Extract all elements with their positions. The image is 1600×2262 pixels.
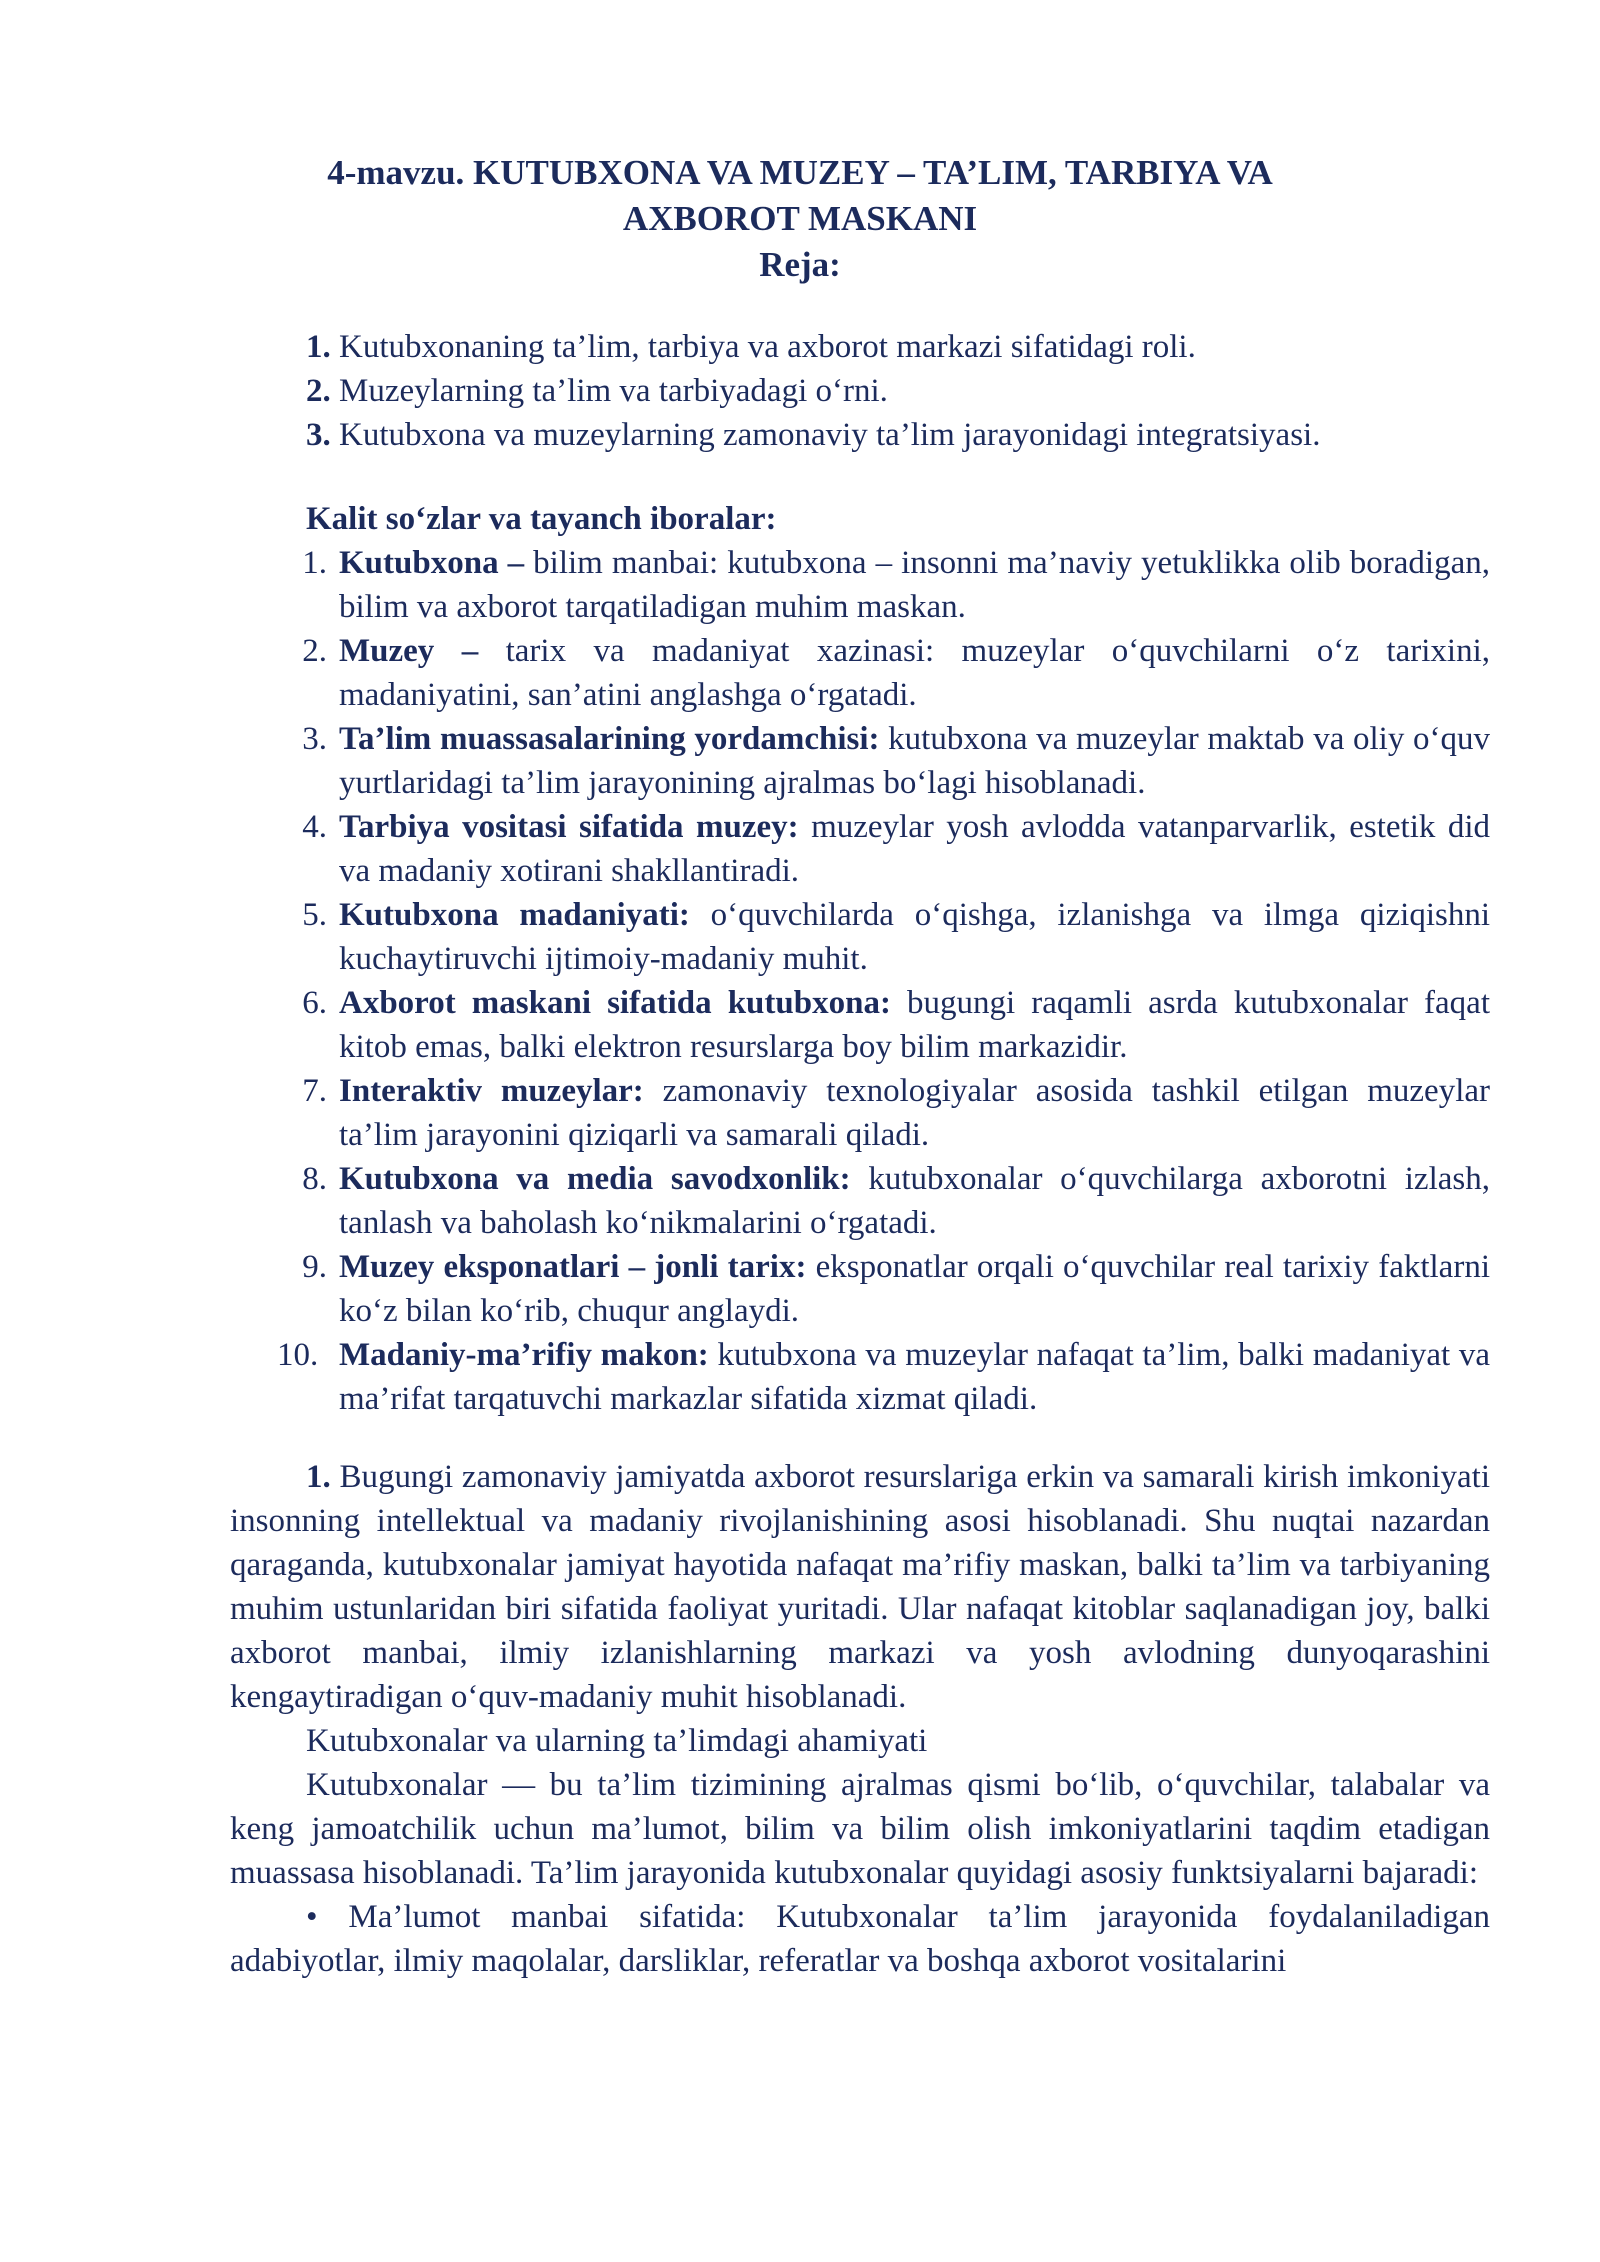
plan-item-text: Kutubxona va muzeylarning zamonaviy ta’lim jarayonidagi integratsiyasi.: [330, 417, 1321, 453]
keyword-number: 6.: [302, 985, 327, 1021]
bullet-paragraph: • Ma’lumot manbai sifatida: Kutubxonalar ta’lim jarayonida foydalaniladigan adabiyotlar, ilmiy maqolalar, darsliklar, referatlar va boshqa axborot vositalarini: [230, 1899, 1490, 1979]
keyword-number: 1.: [302, 545, 327, 581]
keyword-term: Ta’lim muassasalarining yordamchisi:: [339, 721, 880, 757]
keyword-number: 3.: [302, 721, 327, 757]
keyword-term: Kutubxona –: [339, 545, 525, 581]
keyword-item: [230, 1069, 1490, 1157]
keyword-text: zamonaviy texnologiyalar asosida tashkil etilgan muzeylar ta’lim jarayonini qiziqarli va samarali qiladi.: [339, 1073, 1491, 1153]
keyword-term: Tarbiya vositasi sifatida muzey:: [339, 809, 799, 845]
keywords-heading: Kalit so‘zlar va tayanch iboralar:: [306, 501, 777, 537]
keyword-item: [230, 1157, 1490, 1245]
plan-item-number: 2.: [306, 373, 331, 409]
keyword-text: kutubxonalar o‘quvchilarga axborotni izlash, tanlash va baholash ko‘nikmalarini o‘rgatadi.: [339, 1161, 1490, 1241]
keyword-number: 5.: [302, 897, 327, 933]
plan-list: [306, 325, 1506, 457]
paragraph-text: Bugungi zamonaviy jamiyatda axborot resurslariga erkin va samarali kirish imkoniyati insonning intellektual va madaniy rivojlanishining asosi hisoblanadi. Shu nuqtai nazardan qaraganda, kutubxonalar jamiyat hayotida nafaqat ma’rifiy maskan, balki ta’lim va tarbiyaning muhim ustunlaridan biri sifatida faoliyat yuritadi. Ular nafaqat kitoblar saqlanadigan joy, balki axborot manbai, ilmiy izlanishlarning markazi va yosh avlodning dunyoqarashini kengaytiradigan o‘quv-madaniy muhit hisoblanadi.: [230, 1459, 1490, 1715]
plan-heading: Reja:: [759, 245, 841, 284]
keyword-term: Muzey –: [339, 633, 479, 669]
keyword-item: [230, 893, 1490, 981]
keyword-number: 9.: [302, 1249, 327, 1285]
keyword-text: kutubxona va muzeylar maktab va oliy o‘quv yurtlaridagi ta’lim jarayonining ajralmas bo‘lagi hisoblanadi.: [339, 721, 1490, 801]
keyword-text: kutubxona va muzeylar nafaqat ta’lim, balki madaniyat va ma’rifat tarqatuvchi markazlar sifatida xizmat qiladi.: [339, 1337, 1491, 1417]
paragraph: Kutubxonalar — bu ta’lim tizimining ajralmas qismi bo‘lib, o‘quvchilar, talabalar va keng jamoatchilik uchun ma’lumot, bilim va bilim olish imkoniyatlarini taqdim etadigan muassasa hisoblanadi. Ta’lim jarayonida kutubxonalar quyidagi asosiy funktsiyalarni bajaradi:: [230, 1767, 1490, 1891]
keyword-term: Kutubxona madaniyati:: [339, 897, 690, 933]
body-text: [230, 1455, 1490, 1983]
keyword-item: [230, 717, 1490, 805]
plan-item-text: Muzeylarning ta’lim va tarbiyadagi o‘rni.: [330, 373, 888, 409]
keyword-term: Madaniy-ma’rifiy makon:: [339, 1337, 709, 1373]
plan-item: [306, 369, 1506, 413]
plan-item: [306, 413, 1506, 457]
plan-item-number: 3.: [306, 417, 331, 453]
keyword-item: [230, 541, 1490, 629]
keyword-item: [230, 805, 1490, 893]
keywords-list: [230, 541, 1490, 1421]
keyword-number: 7.: [302, 1073, 327, 1109]
keyword-text: tarix va madaniyat xazinasi: muzeylar o‘quvchilarni o‘z tarixini, madaniyatini, san’atini anglashga o‘rgatadi.: [339, 633, 1490, 713]
section-subheading: Kutubxonalar va ularning ta’limdagi ahamiyati: [306, 1723, 928, 1759]
paragraph: [230, 1455, 1490, 1719]
plan-item-text: Kutubxonaning ta’lim, tarbiya va axborot markazi sifatidagi roli.: [330, 329, 1196, 365]
keyword-term: Kutubxona va media savodxonlik:: [339, 1161, 851, 1197]
keyword-text: eksponatlar orqali o‘quvchilar real tarixiy faktlarni ko‘z bilan ko‘rib, chuqur anglaydi.: [339, 1249, 1490, 1329]
keyword-number: 8.: [302, 1161, 327, 1197]
keyword-item: [230, 1245, 1490, 1333]
section-number: 1.: [306, 1459, 331, 1495]
title-line-1: 4-mavzu. KUTUBXONA VA MUZEY – TA’LIM, TARBIYA VA: [327, 153, 1273, 192]
document-title: [0, 150, 1600, 288]
keyword-number: 2.: [302, 633, 327, 669]
title-line-2: AXBOROT MASKANI: [622, 199, 978, 238]
keyword-item: [230, 1333, 1490, 1421]
keyword-text: o‘quvchilarda o‘qishga, izlanishga va ilmga qiziqishni kuchaytiruvchi ijtimoiy-madaniy muhit.: [339, 897, 1490, 977]
keyword-number: 10.: [277, 1337, 319, 1373]
keyword-number: 4.: [302, 809, 327, 845]
keyword-term: Muzey eksponatlari – jonli tarix:: [339, 1249, 807, 1285]
plan-item: [306, 325, 1506, 369]
plan-item-number: 1.: [306, 329, 331, 365]
keyword-term: Axborot maskani sifatida kutubxona:: [339, 985, 891, 1021]
keyword-text: bilim manbai: kutubxona – insonni ma’naviy yetuklikka olib boradigan, bilim va axborot tarqatiladigan muhim maskan.: [339, 545, 1490, 625]
keyword-item: [230, 981, 1490, 1069]
keyword-term: Interaktiv muzeylar:: [339, 1073, 644, 1109]
keyword-item: [230, 629, 1490, 717]
keyword-text: bugungi raqamli asrda kutubxonalar faqat kitob emas, balki elektron resurslarga boy bilim markazidir.: [339, 985, 1491, 1065]
keyword-text: muzeylar yosh avlodda vatanparvarlik, estetik did va madaniy xotirani shakllantiradi.: [339, 809, 1490, 889]
